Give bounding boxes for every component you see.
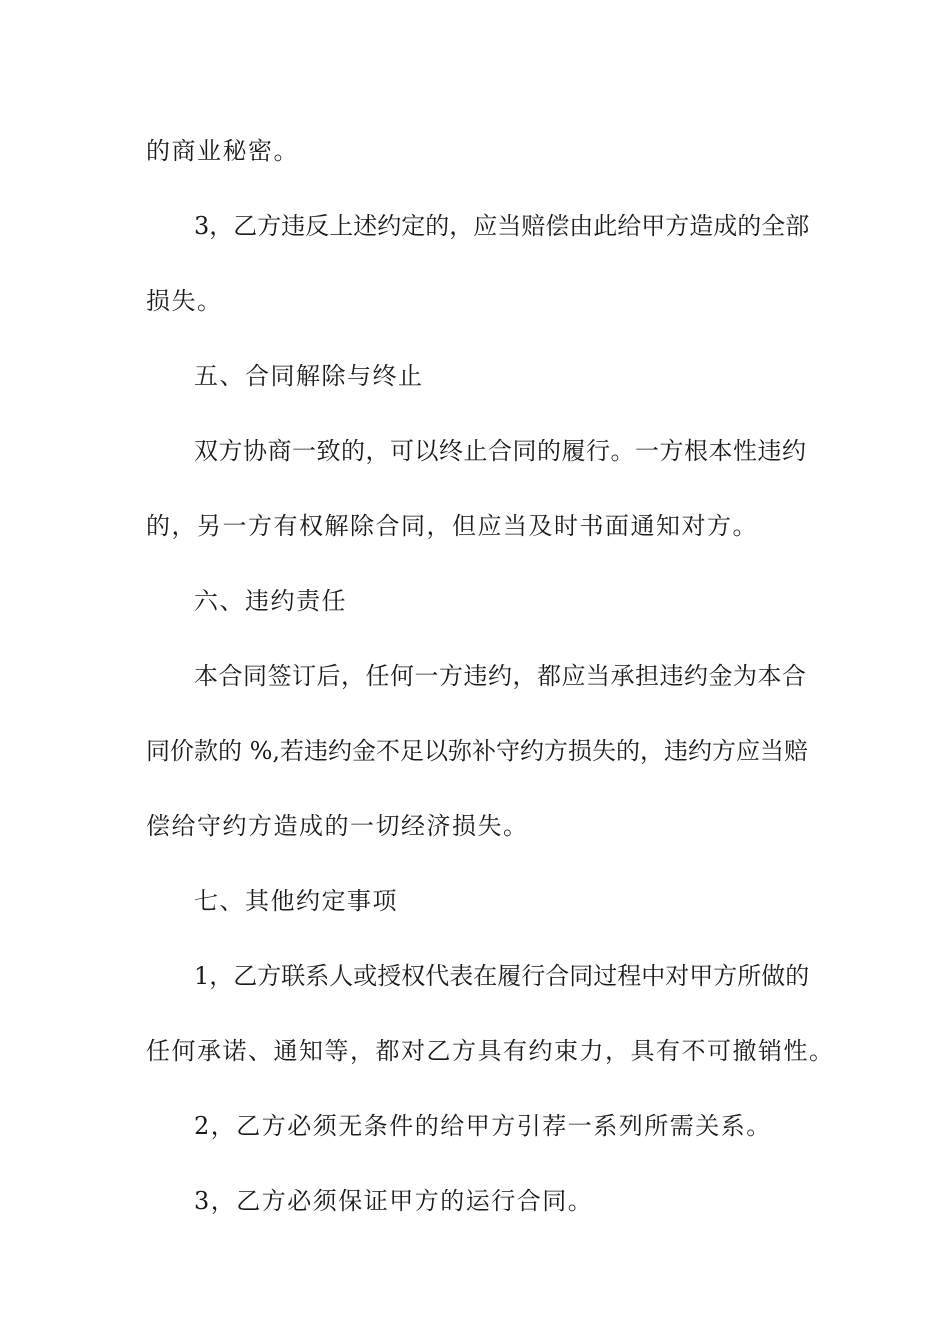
section-heading: 六、违约责任 <box>194 587 347 615</box>
paragraph-line: 1，乙方联系人或授权代表在履行合同过程中对甲方所做的 <box>194 962 810 990</box>
paragraph-line: 偿给守约方造成的一切经济损失。 <box>146 812 529 840</box>
section-heading: 五、合同解除与终止 <box>194 362 424 390</box>
paragraph-line: 的，另一方有权解除合同，但应当及时书面通知对方。 <box>146 512 758 540</box>
paragraph-line: 任何承诺、通知等，都对乙方具有约束力，具有不可撤销性。 <box>146 1037 835 1065</box>
paragraph-line: 损失。 <box>146 287 223 315</box>
paragraph-line: 同价款的 %,若违约金不足以弥补守约方损失的，违约方应当赔 <box>146 737 809 765</box>
paragraph-line: 本合同签订后，任何一方违约，都应当承担违约金为本合 <box>194 662 806 690</box>
section-heading: 七、其他约定事项 <box>194 887 398 915</box>
paragraph-line: 3，乙方必须保证甲方的运行合同。 <box>194 1187 594 1215</box>
paragraph-line: 双方协商一致的，可以终止合同的履行。一方根本性违约 <box>194 437 806 465</box>
paragraph-line: 的商业秘密。 <box>146 137 299 165</box>
paragraph-line: 2，乙方必须无条件的给甲方引荐一系列所需关系。 <box>194 1112 772 1140</box>
paragraph-line: 3，乙方违反上述约定的，应当赔偿由此给甲方造成的全部 <box>194 212 810 240</box>
